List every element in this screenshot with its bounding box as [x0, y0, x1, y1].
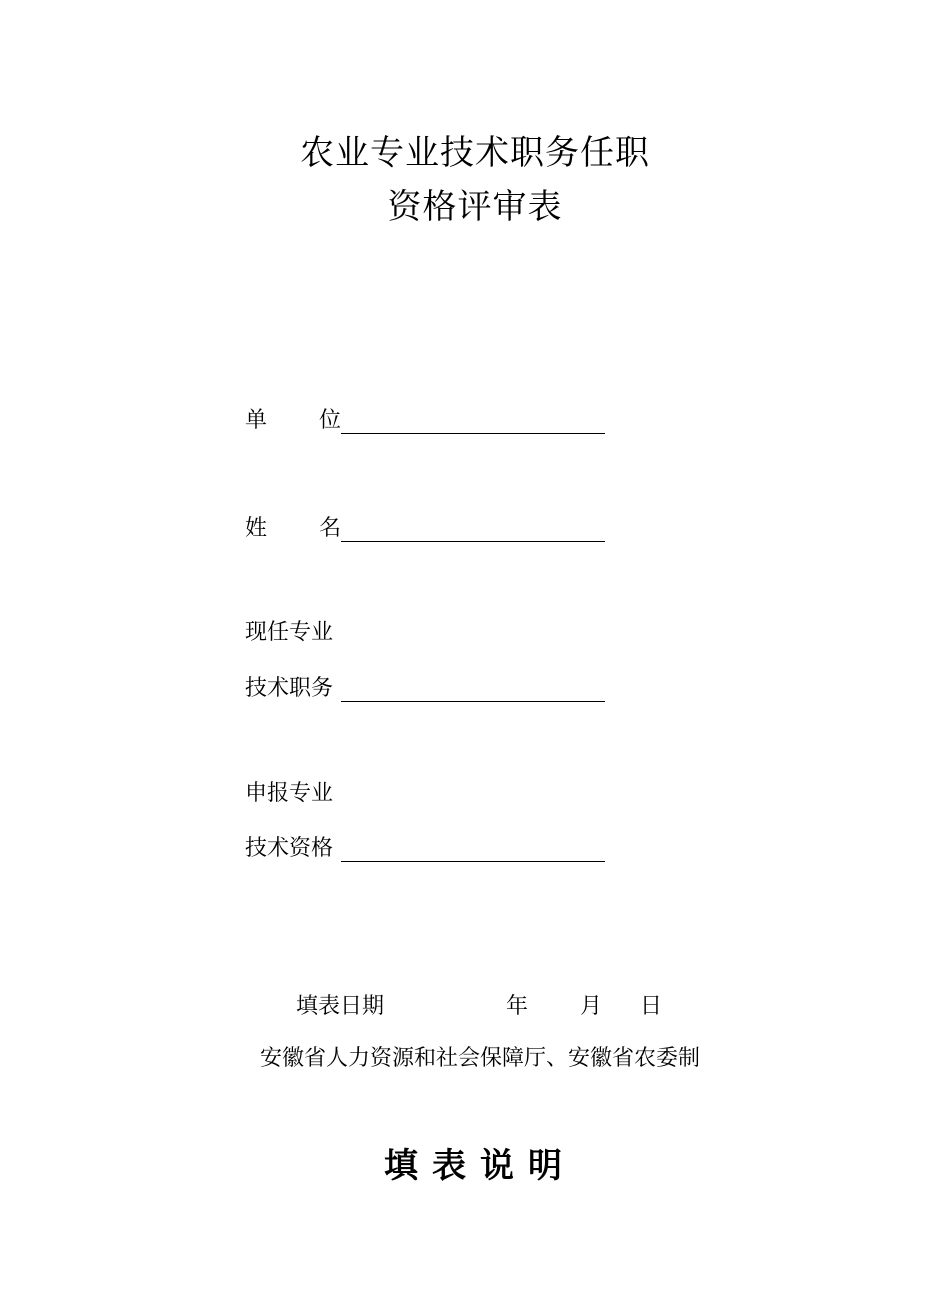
year-blank[interactable] — [384, 994, 506, 1020]
fill-date-label: 填表日期 — [296, 994, 385, 1019]
current-title-label-line-1: 现任专业 — [245, 620, 334, 645]
form-title-line-1: 农业专业技术职务任职 — [300, 133, 650, 173]
current-title-label-line-2: 技术职务 — [245, 676, 334, 701]
year-label: 年 — [506, 994, 529, 1019]
day-label: 日 — [640, 994, 663, 1019]
applied-title-field — [245, 832, 605, 862]
month-label: 月 — [580, 994, 603, 1019]
form-title-line-2: 资格评审表 — [387, 187, 563, 227]
fill-date-row — [296, 994, 662, 1020]
current-title-blank-line[interactable] — [341, 675, 605, 702]
unit-blank-line[interactable] — [341, 407, 605, 434]
name-blank-line[interactable] — [341, 515, 605, 542]
day-blank[interactable] — [602, 994, 640, 1020]
unit-label: 单 位 — [245, 408, 341, 433]
name-field — [245, 512, 605, 542]
issuer-text: 安徽省人力资源和社会保障厅、安徽省农委制 — [259, 1046, 700, 1071]
current-title-field — [245, 672, 605, 702]
applied-title-label-line-1: 申报专业 — [245, 781, 334, 806]
applied-title-blank-line[interactable] — [341, 835, 605, 862]
month-blank[interactable] — [528, 994, 580, 1020]
instructions-heading: 填表说明 — [384, 1146, 576, 1186]
unit-field — [245, 404, 605, 434]
name-label: 姓 名 — [245, 516, 341, 541]
applied-title-label-line-2: 技术资格 — [245, 836, 334, 861]
